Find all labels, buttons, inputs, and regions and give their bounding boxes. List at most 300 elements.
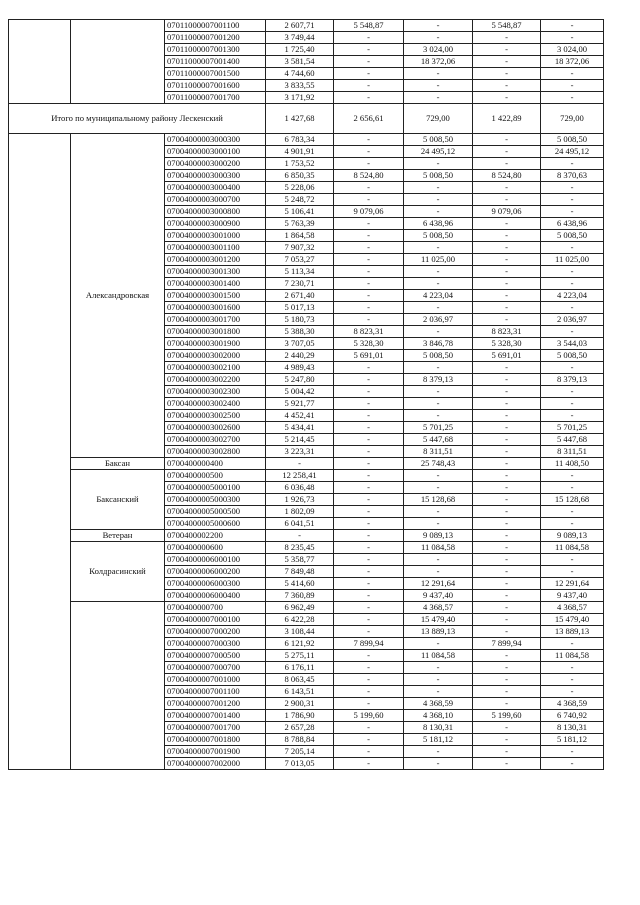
row-value-5: 4 223,04 bbox=[541, 290, 604, 302]
row-code: 07004000007000300 bbox=[165, 638, 266, 650]
row-code: 07004000007000500 bbox=[165, 650, 266, 662]
blank-cell bbox=[9, 20, 71, 104]
row-value-3: 8 311,51 bbox=[404, 446, 473, 458]
row-value-5: - bbox=[541, 686, 604, 698]
row-value-2: - bbox=[334, 470, 404, 482]
row-value-4: - bbox=[473, 422, 541, 434]
row-value-2: - bbox=[334, 92, 404, 104]
row-code: 0700400002200 bbox=[165, 530, 266, 542]
row-value-1: 8 788,84 bbox=[266, 734, 334, 746]
row-code: 07011000007001400 bbox=[165, 56, 266, 68]
row-value-1: 3 833,55 bbox=[266, 80, 334, 92]
row-value-2: - bbox=[334, 458, 404, 470]
row-code: 07004000003000300 bbox=[165, 170, 266, 182]
row-value-4: - bbox=[473, 434, 541, 446]
row-value-5: - bbox=[541, 398, 604, 410]
row-code: 07004000003000100 bbox=[165, 146, 266, 158]
row-value-3: 5 008,50 bbox=[404, 170, 473, 182]
row-value-1: 6 962,49 bbox=[266, 602, 334, 614]
row-value-5: 12 291,64 bbox=[541, 578, 604, 590]
row-value-5: - bbox=[541, 410, 604, 422]
row-value-3: - bbox=[404, 194, 473, 206]
row-value-5: 8 130,31 bbox=[541, 722, 604, 734]
row-code: 07004000003000200 bbox=[165, 158, 266, 170]
row-value-1: 3 707,05 bbox=[266, 338, 334, 350]
row-value-1: 6 036,48 bbox=[266, 482, 334, 494]
row-value-3: - bbox=[404, 746, 473, 758]
row-value-2: - bbox=[334, 674, 404, 686]
total-label: Итого по муниципальному району Лескенский bbox=[9, 104, 266, 134]
row-value-2: - bbox=[334, 158, 404, 170]
row-value-1: 2 657,28 bbox=[266, 722, 334, 734]
row-value-5: 3 024,00 bbox=[541, 44, 604, 56]
row-value-3: 11 084,58 bbox=[404, 650, 473, 662]
row-value-2: 7 899,94 bbox=[334, 638, 404, 650]
row-value-5: - bbox=[541, 278, 604, 290]
row-value-4: - bbox=[473, 530, 541, 542]
row-code: 07011000007001600 bbox=[165, 80, 266, 92]
row-value-3: 15 128,68 bbox=[404, 494, 473, 506]
row-value-2: - bbox=[334, 746, 404, 758]
row-value-5: 11 025,00 bbox=[541, 254, 604, 266]
row-value-5: - bbox=[541, 554, 604, 566]
row-code: 07004000007001400 bbox=[165, 710, 266, 722]
row-value-2: - bbox=[334, 758, 404, 770]
row-value-4: - bbox=[473, 698, 541, 710]
row-value-5: - bbox=[541, 194, 604, 206]
row-value-4: - bbox=[473, 362, 541, 374]
row-value-3: - bbox=[404, 506, 473, 518]
row-value-2: - bbox=[334, 362, 404, 374]
row-value-1: 6 121,92 bbox=[266, 638, 334, 650]
row-value-1: 6 143,51 bbox=[266, 686, 334, 698]
row-value-4: - bbox=[473, 482, 541, 494]
row-code: 07004000003001200 bbox=[165, 254, 266, 266]
row-value-1: 7 907,32 bbox=[266, 242, 334, 254]
row-value-2: - bbox=[334, 626, 404, 638]
row-value-1: 1 802,09 bbox=[266, 506, 334, 518]
row-value-3: - bbox=[404, 182, 473, 194]
row-value-1: 3 108,44 bbox=[266, 626, 334, 638]
row-value-3: - bbox=[404, 398, 473, 410]
row-code: 07004000003001500 bbox=[165, 290, 266, 302]
row-value-5: - bbox=[541, 518, 604, 530]
row-value-1: 5 180,73 bbox=[266, 314, 334, 326]
row-value-5: - bbox=[541, 158, 604, 170]
row-value-2: 5 199,60 bbox=[334, 710, 404, 722]
row-value-1: 1 926,73 bbox=[266, 494, 334, 506]
row-code: 07004000003002300 bbox=[165, 386, 266, 398]
row-value-2: - bbox=[334, 386, 404, 398]
row-value-3: 18 372,06 bbox=[404, 56, 473, 68]
row-value-2: - bbox=[334, 80, 404, 92]
payments-table bbox=[8, 19, 604, 770]
row-value-2: - bbox=[334, 32, 404, 44]
row-value-4: - bbox=[473, 68, 541, 80]
row-value-4: - bbox=[473, 650, 541, 662]
row-value-1: 5 017,13 bbox=[266, 302, 334, 314]
row-value-5: - bbox=[541, 242, 604, 254]
row-value-2: - bbox=[334, 314, 404, 326]
total-value: 729,00 bbox=[541, 104, 604, 134]
row-value-5: 8 311,51 bbox=[541, 446, 604, 458]
row-value-2: - bbox=[334, 446, 404, 458]
row-value-4: - bbox=[473, 410, 541, 422]
row-value-2: - bbox=[334, 506, 404, 518]
table-row bbox=[9, 20, 604, 32]
row-value-4: - bbox=[473, 56, 541, 68]
row-value-3: 5 447,68 bbox=[404, 434, 473, 446]
row-value-4: - bbox=[473, 602, 541, 614]
row-value-1: - bbox=[266, 530, 334, 542]
row-code: 07004000003000900 bbox=[165, 218, 266, 230]
row-value-3: - bbox=[404, 302, 473, 314]
row-value-4: - bbox=[473, 506, 541, 518]
row-value-2: - bbox=[334, 278, 404, 290]
row-value-2: - bbox=[334, 686, 404, 698]
row-code: 07004000007001900 bbox=[165, 746, 266, 758]
table-row bbox=[9, 530, 604, 542]
row-value-4: - bbox=[473, 134, 541, 146]
row-code: 07004000003002200 bbox=[165, 374, 266, 386]
row-value-2: - bbox=[334, 566, 404, 578]
row-value-5: - bbox=[541, 32, 604, 44]
row-value-1: 7 360,89 bbox=[266, 590, 334, 602]
row-value-4: 5 548,87 bbox=[473, 20, 541, 32]
row-value-4: - bbox=[473, 662, 541, 674]
row-value-3: 5 008,50 bbox=[404, 134, 473, 146]
row-code: 07004000007001800 bbox=[165, 734, 266, 746]
row-value-5: - bbox=[541, 506, 604, 518]
row-value-3: 9 089,13 bbox=[404, 530, 473, 542]
group-name: Александровская bbox=[71, 134, 165, 458]
row-value-4: 9 079,06 bbox=[473, 206, 541, 218]
row-value-3: 4 368,59 bbox=[404, 698, 473, 710]
row-value-3: 5 181,12 bbox=[404, 734, 473, 746]
row-value-1: 3 171,92 bbox=[266, 92, 334, 104]
row-code: 0700400000400 bbox=[165, 458, 266, 470]
row-value-2: - bbox=[334, 242, 404, 254]
row-value-5: 18 372,06 bbox=[541, 56, 604, 68]
row-value-3: 9 437,40 bbox=[404, 590, 473, 602]
row-value-4: - bbox=[473, 626, 541, 638]
row-value-2: - bbox=[334, 302, 404, 314]
row-code: 07004000007001700 bbox=[165, 722, 266, 734]
row-value-1: 5 763,39 bbox=[266, 218, 334, 230]
row-code: 07004000005000500 bbox=[165, 506, 266, 518]
row-value-2: - bbox=[334, 614, 404, 626]
row-value-4: 5 691,01 bbox=[473, 350, 541, 362]
row-code: 07004000003001600 bbox=[165, 302, 266, 314]
row-value-2: - bbox=[334, 590, 404, 602]
row-value-1: 5 248,72 bbox=[266, 194, 334, 206]
row-value-2: - bbox=[334, 44, 404, 56]
row-value-1: 6 176,11 bbox=[266, 662, 334, 674]
row-value-1: 5 004,42 bbox=[266, 386, 334, 398]
row-value-2: - bbox=[334, 134, 404, 146]
row-value-4: 7 899,94 bbox=[473, 638, 541, 650]
row-value-3: 25 748,43 bbox=[404, 458, 473, 470]
row-value-5: 4 368,57 bbox=[541, 602, 604, 614]
row-value-4: - bbox=[473, 746, 541, 758]
row-value-4: - bbox=[473, 386, 541, 398]
row-value-3: - bbox=[404, 518, 473, 530]
row-value-3: - bbox=[404, 242, 473, 254]
row-value-5: 6 438,96 bbox=[541, 218, 604, 230]
blank-cell bbox=[71, 20, 165, 104]
row-value-4: - bbox=[473, 92, 541, 104]
row-value-1: 3 749,44 bbox=[266, 32, 334, 44]
group-name: Баксанский bbox=[71, 470, 165, 530]
row-value-3: 15 479,40 bbox=[404, 614, 473, 626]
row-code: 07004000003001000 bbox=[165, 230, 266, 242]
row-value-4: - bbox=[473, 494, 541, 506]
row-value-4: - bbox=[473, 518, 541, 530]
row-code: 07004000003001300 bbox=[165, 266, 266, 278]
row-value-2: - bbox=[334, 146, 404, 158]
row-value-2: - bbox=[334, 56, 404, 68]
row-value-3: - bbox=[404, 266, 473, 278]
row-code: 07004000006000200 bbox=[165, 566, 266, 578]
row-value-1: 8 235,45 bbox=[266, 542, 334, 554]
row-code: 07011000007001700 bbox=[165, 92, 266, 104]
row-value-4: - bbox=[473, 158, 541, 170]
row-code: 07011000007001100 bbox=[165, 20, 266, 32]
row-value-1: 4 744,60 bbox=[266, 68, 334, 80]
row-value-2: - bbox=[334, 530, 404, 542]
row-value-2: - bbox=[334, 602, 404, 614]
row-value-4: - bbox=[473, 470, 541, 482]
row-value-5: - bbox=[541, 182, 604, 194]
row-value-2: - bbox=[334, 254, 404, 266]
row-value-5: 9 437,40 bbox=[541, 590, 604, 602]
row-value-4: - bbox=[473, 554, 541, 566]
row-value-4: - bbox=[473, 458, 541, 470]
row-value-1: 6 041,51 bbox=[266, 518, 334, 530]
row-value-4: 5 199,60 bbox=[473, 710, 541, 722]
row-value-1: 2 671,40 bbox=[266, 290, 334, 302]
row-value-2: - bbox=[334, 578, 404, 590]
row-value-1: 8 063,45 bbox=[266, 674, 334, 686]
row-value-3: - bbox=[404, 326, 473, 338]
row-value-2: - bbox=[334, 698, 404, 710]
row-code: 07004000007002000 bbox=[165, 758, 266, 770]
row-value-2: - bbox=[334, 398, 404, 410]
row-value-1: 1 864,58 bbox=[266, 230, 334, 242]
row-value-3: - bbox=[404, 662, 473, 674]
row-value-4: - bbox=[473, 686, 541, 698]
row-value-4: - bbox=[473, 734, 541, 746]
row-value-1: 5 434,41 bbox=[266, 422, 334, 434]
row-value-4: - bbox=[473, 290, 541, 302]
row-value-3: 5 701,25 bbox=[404, 422, 473, 434]
row-value-2: - bbox=[334, 218, 404, 230]
row-value-2: - bbox=[334, 722, 404, 734]
row-value-3: 4 368,10 bbox=[404, 710, 473, 722]
row-value-2: - bbox=[334, 422, 404, 434]
row-code: 07004000006000100 bbox=[165, 554, 266, 566]
row-value-2: - bbox=[334, 434, 404, 446]
row-value-2: - bbox=[334, 518, 404, 530]
table-row bbox=[9, 134, 604, 146]
row-value-3: 8 130,31 bbox=[404, 722, 473, 734]
row-value-2: - bbox=[334, 494, 404, 506]
row-value-1: 5 247,80 bbox=[266, 374, 334, 386]
row-value-3: - bbox=[404, 470, 473, 482]
row-value-3: - bbox=[404, 278, 473, 290]
row-code: 07004000006000400 bbox=[165, 590, 266, 602]
total-value: 1 427,68 bbox=[266, 104, 334, 134]
row-value-3: - bbox=[404, 638, 473, 650]
row-value-5: 11 084,58 bbox=[541, 650, 604, 662]
group-name: Ветеран bbox=[71, 530, 165, 542]
group-name: Колдрасинский bbox=[71, 542, 165, 602]
row-code: 0700400000500 bbox=[165, 470, 266, 482]
row-value-1: 2 900,31 bbox=[266, 698, 334, 710]
row-value-5: - bbox=[541, 482, 604, 494]
row-code: 07004000003000400 bbox=[165, 182, 266, 194]
row-value-3: - bbox=[404, 566, 473, 578]
row-value-2: 5 328,30 bbox=[334, 338, 404, 350]
row-value-4: - bbox=[473, 614, 541, 626]
row-value-1: 6 850,35 bbox=[266, 170, 334, 182]
row-value-1: 7 053,27 bbox=[266, 254, 334, 266]
row-value-5: - bbox=[541, 662, 604, 674]
table-row bbox=[9, 470, 604, 482]
row-value-3: - bbox=[404, 386, 473, 398]
row-value-3: 11 025,00 bbox=[404, 254, 473, 266]
group-name bbox=[71, 602, 165, 770]
row-value-2: - bbox=[334, 68, 404, 80]
row-value-1: 5 921,77 bbox=[266, 398, 334, 410]
row-value-3: 4 368,57 bbox=[404, 602, 473, 614]
row-value-2: - bbox=[334, 554, 404, 566]
row-value-5: - bbox=[541, 758, 604, 770]
row-value-3: - bbox=[404, 686, 473, 698]
row-value-4: - bbox=[473, 578, 541, 590]
row-value-2: - bbox=[334, 542, 404, 554]
row-value-3: - bbox=[404, 554, 473, 566]
row-value-4: - bbox=[473, 398, 541, 410]
row-value-5: - bbox=[541, 68, 604, 80]
row-value-5: 13 889,13 bbox=[541, 626, 604, 638]
row-value-5: - bbox=[541, 638, 604, 650]
row-value-2: - bbox=[334, 374, 404, 386]
total-value: 1 422,89 bbox=[473, 104, 541, 134]
row-code: 07004000003000800 bbox=[165, 206, 266, 218]
row-code: 0700400000600 bbox=[165, 542, 266, 554]
row-value-5: - bbox=[541, 746, 604, 758]
row-value-4: - bbox=[473, 674, 541, 686]
row-value-1: 7 013,05 bbox=[266, 758, 334, 770]
row-code: 07004000003002100 bbox=[165, 362, 266, 374]
row-value-5: 8 379,13 bbox=[541, 374, 604, 386]
row-value-3: - bbox=[404, 20, 473, 32]
row-value-2: - bbox=[334, 266, 404, 278]
row-value-4: - bbox=[473, 722, 541, 734]
row-value-1: 5 414,60 bbox=[266, 578, 334, 590]
row-code: 07004000007001100 bbox=[165, 686, 266, 698]
row-code: 07004000007001200 bbox=[165, 698, 266, 710]
row-code: 0700400000700 bbox=[165, 602, 266, 614]
table-row bbox=[9, 542, 604, 554]
row-value-5: 6 740,92 bbox=[541, 710, 604, 722]
row-value-1: 5 214,45 bbox=[266, 434, 334, 446]
row-code: 07004000003001700 bbox=[165, 314, 266, 326]
row-value-5: 15 128,68 bbox=[541, 494, 604, 506]
row-value-5: - bbox=[541, 326, 604, 338]
row-value-1: 7 230,71 bbox=[266, 278, 334, 290]
row-code: 07004000003000300 bbox=[165, 134, 266, 146]
table-body bbox=[9, 20, 604, 770]
row-value-4: - bbox=[473, 182, 541, 194]
row-value-2: - bbox=[334, 194, 404, 206]
row-value-3: 13 889,13 bbox=[404, 626, 473, 638]
row-value-1: 5 388,30 bbox=[266, 326, 334, 338]
row-value-2: 8 524,80 bbox=[334, 170, 404, 182]
row-code: 07004000007000200 bbox=[165, 626, 266, 638]
row-value-1: 4 901,91 bbox=[266, 146, 334, 158]
row-value-5: 15 479,40 bbox=[541, 614, 604, 626]
row-value-3: - bbox=[404, 362, 473, 374]
row-value-2: - bbox=[334, 410, 404, 422]
row-value-5: 2 036,97 bbox=[541, 314, 604, 326]
row-value-5: - bbox=[541, 20, 604, 32]
row-value-3: 4 223,04 bbox=[404, 290, 473, 302]
row-value-3: - bbox=[404, 68, 473, 80]
row-value-5: 5 008,50 bbox=[541, 350, 604, 362]
row-value-2: 9 079,06 bbox=[334, 206, 404, 218]
row-value-2: - bbox=[334, 734, 404, 746]
row-value-4: - bbox=[473, 446, 541, 458]
group-name: Баксан bbox=[71, 458, 165, 470]
row-value-4: - bbox=[473, 80, 541, 92]
row-value-4: - bbox=[473, 32, 541, 44]
row-code: 07004000003002000 bbox=[165, 350, 266, 362]
row-value-3: - bbox=[404, 158, 473, 170]
row-value-1: 5 113,34 bbox=[266, 266, 334, 278]
row-value-3: 3 024,00 bbox=[404, 44, 473, 56]
row-value-5: 11 408,50 bbox=[541, 458, 604, 470]
row-value-1: 6 422,28 bbox=[266, 614, 334, 626]
row-value-3: - bbox=[404, 80, 473, 92]
row-value-1: 5 106,41 bbox=[266, 206, 334, 218]
row-value-3: 5 008,50 bbox=[404, 350, 473, 362]
row-code: 07004000007001000 bbox=[165, 674, 266, 686]
row-value-2: - bbox=[334, 290, 404, 302]
row-value-5: 4 368,59 bbox=[541, 698, 604, 710]
row-value-1: 6 783,34 bbox=[266, 134, 334, 146]
row-code: 07004000003002700 bbox=[165, 434, 266, 446]
row-code: 07004000005000100 bbox=[165, 482, 266, 494]
row-code: 07004000007000700 bbox=[165, 662, 266, 674]
row-value-1: 4 989,43 bbox=[266, 362, 334, 374]
row-code: 07004000003001400 bbox=[165, 278, 266, 290]
row-value-3: 24 495,12 bbox=[404, 146, 473, 158]
total-value: 2 656,61 bbox=[334, 104, 404, 134]
row-code: 07004000003002800 bbox=[165, 446, 266, 458]
row-value-4: 5 328,30 bbox=[473, 338, 541, 350]
row-value-5: 11 084,58 bbox=[541, 542, 604, 554]
row-value-4: - bbox=[473, 302, 541, 314]
row-value-5: - bbox=[541, 206, 604, 218]
row-value-4: - bbox=[473, 278, 541, 290]
row-value-3: - bbox=[404, 482, 473, 494]
row-code: 07011000007001500 bbox=[165, 68, 266, 80]
row-value-2: - bbox=[334, 650, 404, 662]
row-value-4: - bbox=[473, 590, 541, 602]
table-row bbox=[9, 458, 604, 470]
